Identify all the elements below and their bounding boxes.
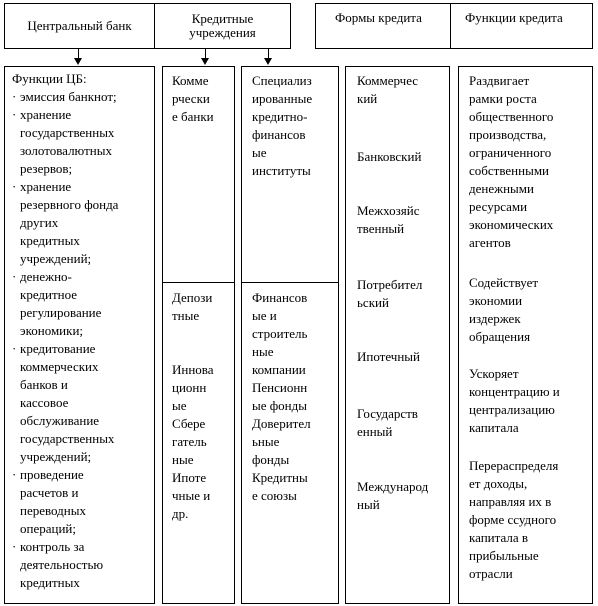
central-bank-functions-title: Функции ЦБ: — [12, 71, 87, 86]
specialized-institutions-label: Специализ ированные кредитно- финансов ые институты — [252, 73, 313, 178]
list-item: · проведение расчетов и переводных операций; — [12, 466, 154, 538]
credit-form-item: Потребител ьский — [357, 277, 423, 310]
header-credit-functions — [450, 3, 593, 49]
credit-form-item: Государств енный — [357, 406, 418, 439]
list-item: · хранение государственных золотовалютных резервов; — [12, 106, 154, 178]
header-credit-functions-label: Функции кредита — [465, 10, 563, 25]
credit-form-item: Банковский — [357, 149, 422, 164]
central-bank-functions-box — [4, 66, 155, 604]
list-item: · кредитование коммерческих банков и кассовое обслуживание государственных учреждений; — [12, 340, 154, 466]
commercial-banks-divider — [163, 282, 235, 283]
header-central-bank-label: Центральный банк — [27, 18, 132, 33]
commercial-banks-label: Комме рчески е банки — [172, 73, 214, 124]
header-credit-forms-label: Формы кредита — [335, 10, 422, 25]
credit-functions-box — [458, 66, 593, 604]
list-item: · контроль за деятельностью кредитных — [12, 538, 154, 592]
specialized-institutions-divider — [242, 282, 339, 283]
header-credit-institutions — [154, 3, 291, 49]
credit-function-item: Перераспределя ет доходы, направляя их в форме ссудного капитала в прибыльные отрасли — [469, 458, 559, 581]
header-credit-forms — [315, 3, 451, 49]
credit-form-item: Международ ный — [357, 479, 429, 512]
header-central-bank — [4, 3, 155, 49]
central-bank-functions-list — [12, 88, 154, 592]
commercial-banks-types: Депози тные Иннова ционн ые Сбере гатель ные Ипоте чные и др. — [172, 290, 214, 521]
commercial-banks-box — [162, 66, 235, 604]
header-credit-institutions-label: Кредитные учреждения — [189, 11, 256, 40]
specialized-institutions-types: Финансов ые и строитель ные компании Пенсионн ые фонды Доверител ьные фонды Кредитны е союзы — [252, 290, 311, 503]
credit-form-item: Межхозяйс твенный — [357, 203, 420, 236]
credit-function-item: Содействует экономии издержек обращения — [469, 275, 539, 344]
credit-form-item: Ипотечный — [357, 349, 420, 364]
credit-function-item: Ускоряет концентрацию и централизацию капитала — [469, 366, 560, 435]
credit-forms-box — [345, 66, 450, 604]
list-item: · хранение резервного фонда других кредитных учреждений; — [12, 178, 154, 268]
list-item: · эмиссия банкнот; — [12, 88, 154, 106]
specialized-institutions-box — [241, 66, 339, 604]
credit-function-item: Раздвигает рамки роста общественного производства, ограниченного собственными денежными ресурсами экономических агентов — [469, 73, 554, 250]
list-item: · денежно- кредитное регулирование экономики; — [12, 268, 154, 340]
credit-form-item: Коммерчес кий — [357, 73, 419, 106]
